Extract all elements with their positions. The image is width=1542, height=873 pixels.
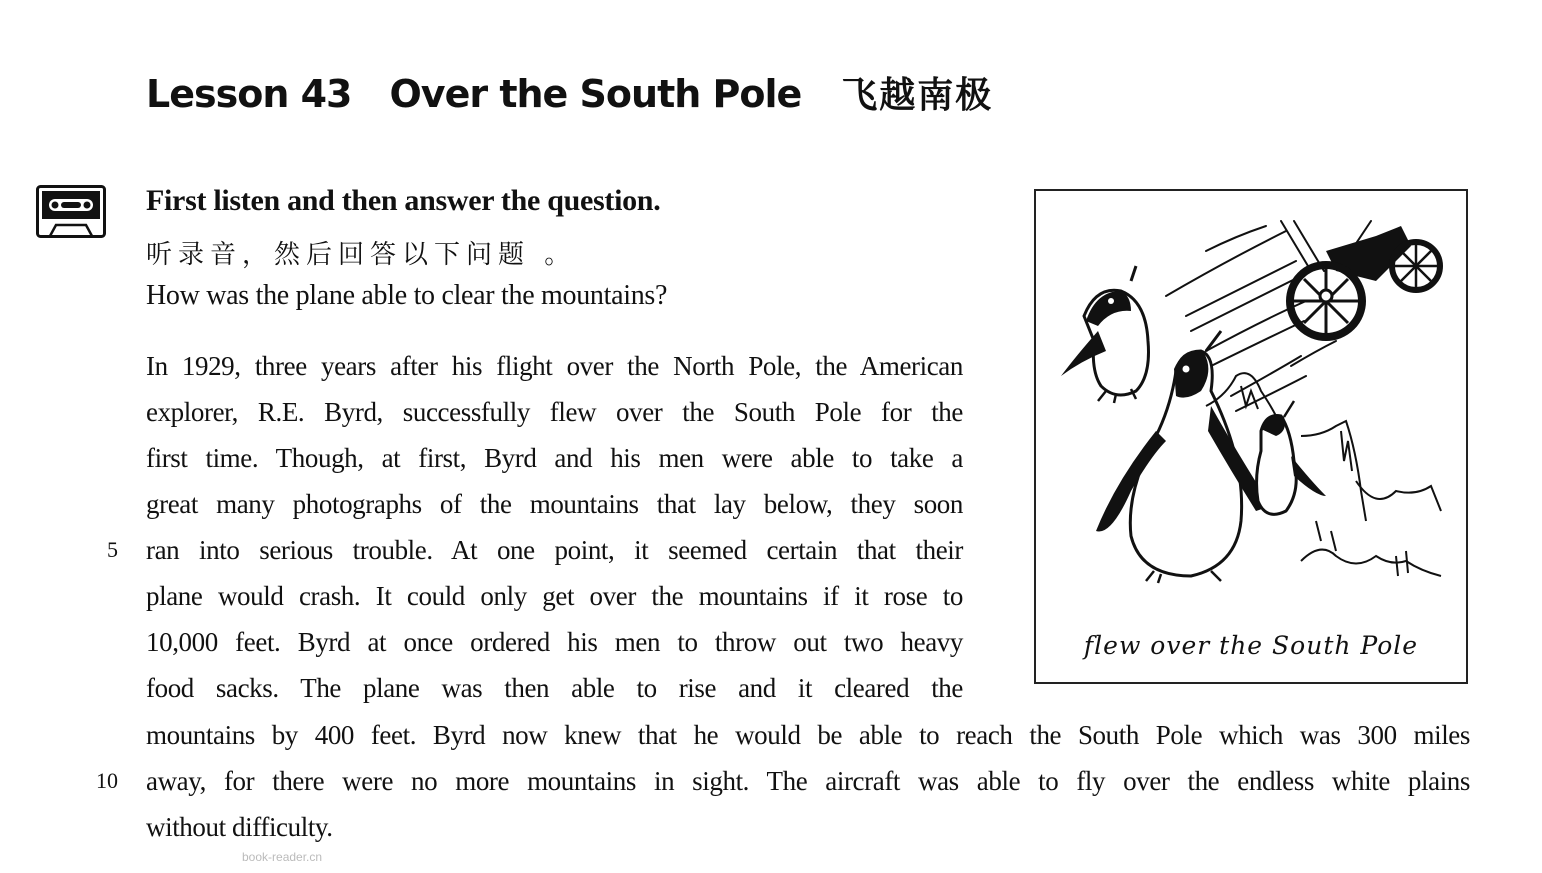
cassette-tape-icon[interactable] <box>36 185 106 238</box>
passage-line: explorer, R.E. Byrd, successfully flew over the South Pole for the <box>146 397 963 427</box>
instruction-chinese: 听录音，然后回答以下问题 。 <box>146 240 577 270</box>
passage-line: mountains by 400 feet. Byrd now knew that he would be able to reach the South Pole which was 300 miles <box>146 720 1470 750</box>
figure-caption: flew over the South Pole <box>1083 631 1419 660</box>
passage-line: away, for there were no more mountains in sight. The aircraft was able to fly over the endless white plains <box>146 766 1470 796</box>
passage-line: food sacks. The plane was then able to rise and it cleared the <box>146 673 963 703</box>
instruction-english: First listen and then answer the question. <box>146 184 661 217</box>
passage-line: great many photographs of the mountains that lay below, they soon <box>146 489 963 519</box>
passage-line: In 1929, three years after his flight over the North Pole, the American <box>146 351 963 381</box>
line-number-5: 5 <box>107 537 118 562</box>
watermark: book-reader.cn <box>242 850 323 864</box>
lesson-title <box>146 66 993 122</box>
passage-line: plane would crash. It could only get over the mountains if it rose to <box>146 581 963 611</box>
passage-line: ran into serious trouble. At one point, it seemed certain that their <box>146 535 963 565</box>
passage-line: without difficulty. <box>146 812 333 842</box>
penguins-watching-plane-illustration <box>1036 191 1466 611</box>
line-number-10: 10 <box>96 768 118 793</box>
lesson-title-english: Over the South Pole <box>389 72 802 116</box>
lesson-title-chinese: 飞越南极 <box>841 75 994 116</box>
illustration-figure <box>1034 189 1468 684</box>
comprehension-question: How was the plane able to clear the mountains? <box>146 280 668 311</box>
passage-line: 10,000 feet. Byrd at once ordered his men to throw out two heavy <box>146 627 963 657</box>
passage-line: first time. Though, at first, Byrd and his men were able to take a <box>146 443 963 473</box>
lesson-number: Lesson 43 <box>146 72 352 116</box>
